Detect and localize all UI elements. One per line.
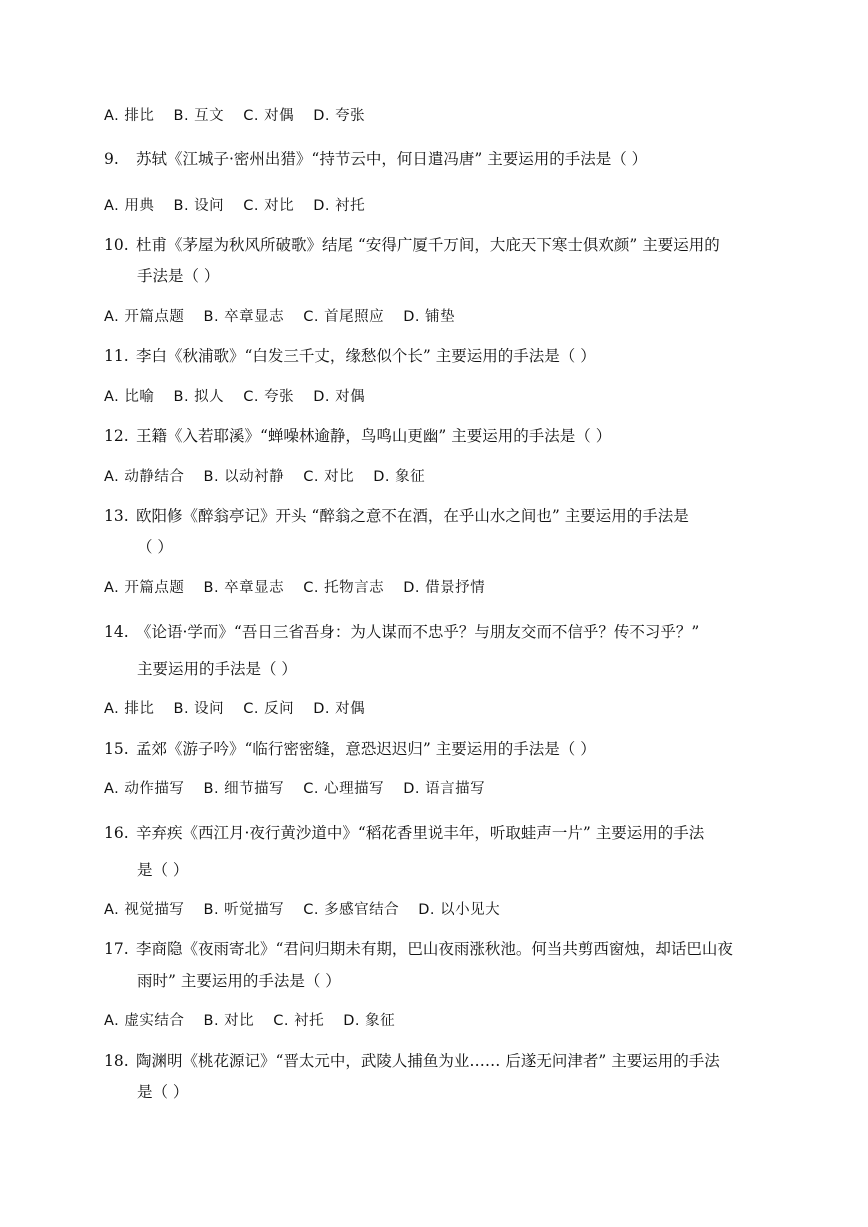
options-row [104,196,379,216]
question-14 [104,622,699,642]
question-number: 12. [104,427,129,445]
question-10 [104,235,720,255]
question-18 [104,1051,720,1071]
options-row [104,387,379,407]
options-row [104,779,499,799]
question-text-continued: 手法是（ ） [137,267,220,285]
option-a: A. 排比 [104,701,155,717]
option-b: B. 卒章显志 [203,309,285,325]
question-number: 11. [104,347,129,365]
option-d: D. 对偶 [313,701,366,717]
option-a: A. 动作描写 [104,781,185,797]
option-b: B. 细节描写 [203,781,285,797]
question-text: 辛弃疾《西江月·夜行黄沙道中》“稻花香里说丰年，听取蛙声一片” 主要运用的手法 [136,824,705,842]
question-number: 16. [104,824,129,842]
question-text: 苏轼《江城子·密州出猎》“持节云中，何日遣冯唐” 主要运用的手法是（ ） [136,150,648,168]
option-b: B. 听觉描写 [203,902,285,918]
option-c: C. 托物言志 [303,580,385,596]
option-b: B. 设问 [173,701,225,717]
options-row [104,1011,409,1031]
option-d: D. 象征 [373,469,426,485]
question-15 [104,739,596,759]
question-text: 陶渊明《桃花源记》“晋太元中，武陵人捕鱼为业…… 后遂无问津者” 主要运用的手法 [136,1052,720,1070]
option-a: A. 排比 [104,108,155,124]
question-number: 9. [104,150,119,168]
option-d: D. 语言描写 [403,781,486,797]
option-c: C. 衬托 [273,1013,325,1029]
option-c: C. 对比 [243,198,295,214]
question-number: 15. [104,740,129,758]
option-d: D. 衬托 [313,198,366,214]
option-c: C. 反问 [243,701,295,717]
question-text-continued: 雨时” 主要运用的手法是（ ） [137,972,341,990]
question-text: 李白《秋浦歌》“白发三千丈，缘愁似个长” 主要运用的手法是（ ） [136,347,596,365]
option-c: C. 心理描写 [303,781,385,797]
option-a: A. 开篇点题 [104,309,185,325]
question-number: 14. [104,623,129,641]
question-text: 李商隐《夜雨寄北》“君问归期未有期，巴山夜雨涨秋池。何当共剪西窗烛，却话巴山夜 [136,940,733,958]
option-a: A. 用典 [104,198,155,214]
option-a: A. 开篇点题 [104,580,185,596]
question-16 [104,823,704,843]
question-text: 欧阳修《醉翁亭记》开头 “醉翁之意不在酒，在乎山水之间也” 主要运用的手法是 [136,507,689,525]
question-9 [104,149,647,169]
options-row [104,307,469,327]
option-b: B. 设问 [173,198,225,214]
question-12 [104,426,611,446]
question-text-continued: 主要运用的手法是（ ） [137,660,297,678]
question-11 [104,346,596,366]
question-text-continued: 是（ ） [137,861,189,879]
question-17 [104,939,733,959]
option-a: A. 视觉描写 [104,902,185,918]
option-d: D. 以小见大 [418,902,501,918]
option-d: D. 借景抒情 [403,580,486,596]
options-row [104,578,499,598]
option-b: B. 对比 [203,1013,255,1029]
question-text: 孟郊《游子吟》“临行密密缝，意恐迟迟归” 主要运用的手法是（ ） [136,740,596,758]
question-number: 13. [104,507,129,525]
question-text: 王籍《入若耶溪》“蝉噪林逾静，鸟鸣山更幽” 主要运用的手法是（ ） [136,427,612,445]
option-a: A. 动静结合 [104,469,185,485]
option-c: C. 夸张 [243,389,295,405]
option-c: C. 对比 [303,469,355,485]
option-b: B. 拟人 [173,389,225,405]
question-number: 17. [104,940,129,958]
question-text-continued: 是（ ） [137,1083,189,1101]
option-d: D. 象征 [343,1013,396,1029]
option-b: B. 互文 [173,108,225,124]
options-row [104,699,379,719]
option-d: D. 铺垫 [403,309,456,325]
option-c: C. 多感官结合 [303,902,400,918]
question-text-continued: （ ） [137,538,173,556]
options-row [104,467,439,487]
question-number: 10. [104,236,129,254]
options-row [104,106,379,126]
option-c: C. 对偶 [243,108,295,124]
question-text: 杜甫《茅屋为秋风所破歌》结尾 “安得广厦千万间，大庇天下寒士俱欢颜” 主要运用的 [136,236,720,254]
option-c: C. 首尾照应 [303,309,385,325]
option-b: B. 以动衬静 [203,469,285,485]
option-d: D. 夸张 [313,108,366,124]
option-d: D. 对偶 [313,389,366,405]
option-a: A. 比喻 [104,389,155,405]
option-a: A. 虚实结合 [104,1013,185,1029]
option-b: B. 卒章显志 [203,580,285,596]
question-number: 18. [104,1052,129,1070]
question-13 [104,506,689,526]
options-row [104,900,514,920]
question-text: 《论语·学而》“吾日三省吾身：为人谋而不忠乎？与朋友交而不信乎？传不习乎？” [136,623,700,641]
